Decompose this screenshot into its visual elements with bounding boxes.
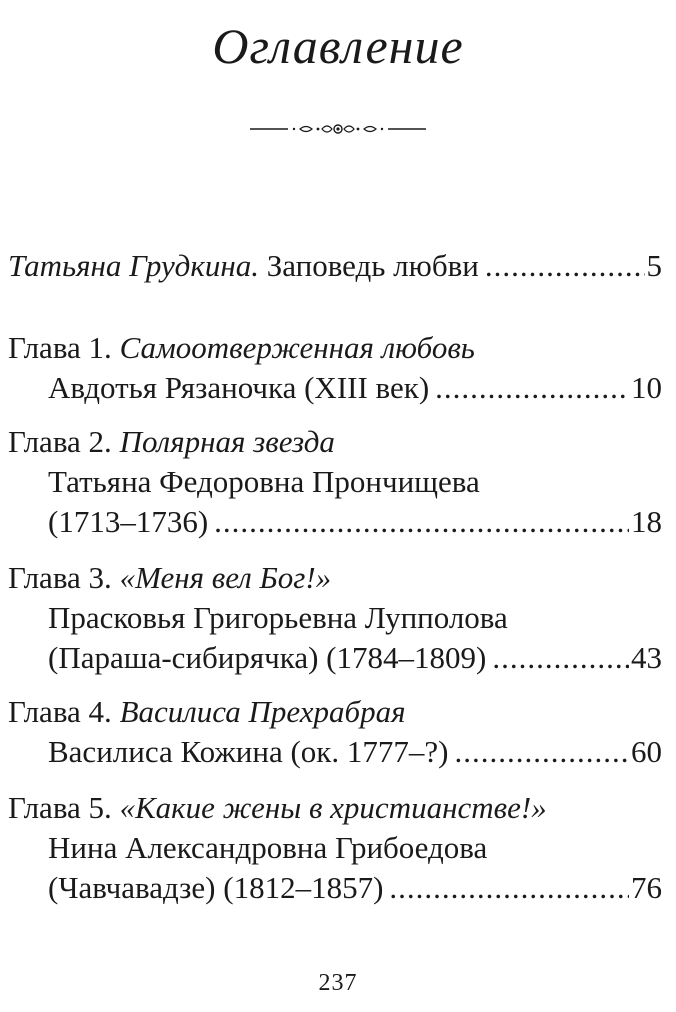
entry-text: Василиса Кожина (ок. 1777–?)	[48, 734, 449, 769]
page-number: 60	[631, 734, 662, 769]
leader-dots	[492, 636, 629, 680]
chapter-heading[interactable]	[8, 326, 676, 370]
chapter-label: Глава 1.	[8, 330, 112, 365]
entry-text: Нина Александровна Грибоедова	[48, 830, 488, 865]
decorative-flourish-icon	[248, 118, 428, 140]
page-number: 76	[631, 870, 662, 905]
page-number: 43	[631, 640, 662, 675]
page-folio: 237	[318, 970, 358, 996]
entry-text: Татьяна Федоровна Прончищева	[48, 464, 480, 499]
chapter-heading[interactable]	[8, 690, 676, 734]
toc-entry-chapter-4[interactable]	[48, 730, 662, 774]
chapter-title: Самоотверженная любовь	[119, 330, 475, 365]
toc-entry-chapter-1[interactable]	[48, 366, 662, 410]
chapter-label: Глава 2.	[8, 424, 112, 459]
preface-author: Татьяна Грудкина.	[8, 248, 259, 283]
preface-title: Заповедь любви	[266, 248, 479, 283]
chapter-heading[interactable]	[8, 556, 676, 600]
chapter-label: Глава 3.	[8, 560, 112, 595]
leader-dots	[485, 244, 645, 288]
entry-text: (Чавчавадзе) (1812–1857)	[48, 870, 384, 905]
entry-text: Прасковья Григорьевна Лупполова	[48, 600, 508, 635]
leader-dots	[389, 866, 629, 910]
entry-text: Авдотья Рязаночка (XIII век)	[48, 370, 430, 405]
entry-text: (Параша-сибирячка) (1784–1809)	[48, 640, 487, 675]
entry-name-line	[48, 460, 676, 504]
chapter-title: Полярная звезда	[119, 424, 335, 459]
page-number: 10	[631, 370, 662, 405]
toc-entry-preface[interactable]	[8, 244, 662, 288]
page-number: 18	[631, 504, 662, 539]
page-title: Оглавление	[212, 18, 464, 74]
chapter-title: «Какие жены в христианстве!»	[119, 790, 547, 825]
entry-text: (1713–1736)	[48, 504, 209, 539]
toc-entry-chapter-5[interactable]	[48, 866, 662, 910]
chapter-title: «Меня вел Бог!»	[119, 560, 332, 595]
chapter-title: Василиса Прехрабрая	[119, 694, 406, 729]
leader-dots	[454, 730, 629, 774]
entry-name-line	[48, 596, 676, 640]
toc-entry-chapter-2[interactable]	[48, 500, 662, 544]
toc-entry-chapter-3[interactable]	[48, 636, 662, 680]
leader-dots	[214, 500, 629, 544]
page-number: 5	[646, 248, 662, 283]
entry-name-line	[48, 826, 676, 870]
chapter-label: Глава 5.	[8, 790, 112, 825]
chapter-heading[interactable]	[8, 420, 676, 464]
leader-dots	[435, 366, 629, 410]
chapter-heading[interactable]	[8, 786, 676, 830]
chapter-label: Глава 4.	[8, 694, 112, 729]
